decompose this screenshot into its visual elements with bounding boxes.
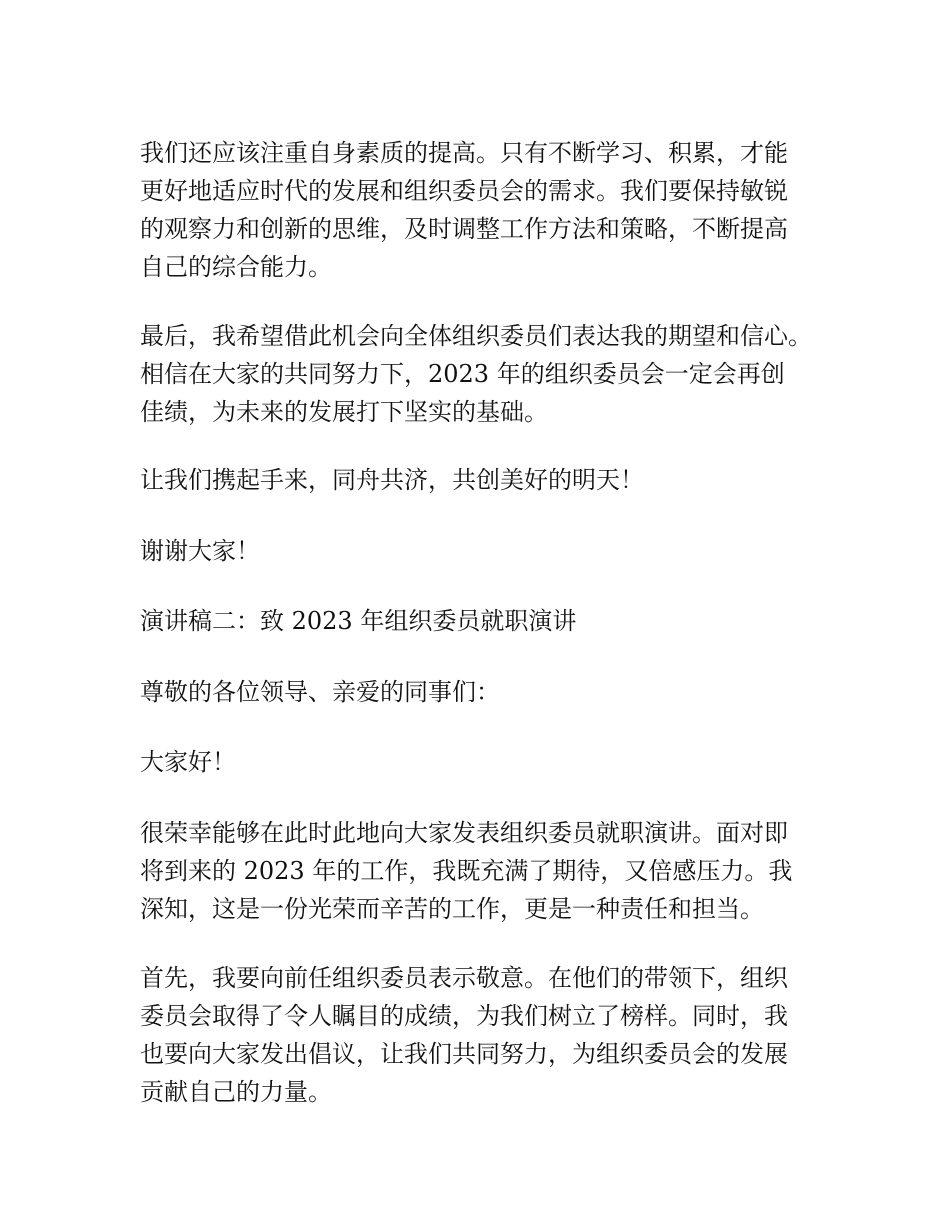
- paragraph-thanks: [140, 532, 840, 570]
- paragraph-line: 委员会取得了令人瞩目的成绩，为我们树立了榜样。同时，我: [140, 1002, 788, 1030]
- paragraph-line: 深知，这是一份光荣而辛苦的工作，更是一种责任和担当。: [140, 895, 764, 923]
- paragraph-respect-and-proposal: [140, 959, 840, 1111]
- paragraph-closing-call: [140, 461, 840, 499]
- paragraph-line: 佳绩，为未来的发展打下坚实的基础。: [140, 398, 548, 426]
- paragraph-self-improvement: [140, 134, 840, 286]
- paragraph-line: 大家好！: [140, 748, 236, 776]
- paragraph-honor: [140, 814, 840, 928]
- paragraph-line: 贡献自己的力量。: [140, 1078, 332, 1106]
- paragraph-line: 我们还应该注重自身素质的提高。只有不断学习、积累，才能: [140, 139, 788, 167]
- paragraph-line: 更好地适应时代的发展和组织委员会的需求。我们要保持敏锐: [140, 177, 788, 205]
- paragraph-line: 自己的综合能力。: [140, 253, 332, 281]
- paragraph-line: 首先，我要向前任组织委员表示敬意。在他们的带领下，组织: [140, 964, 788, 992]
- paragraph-line: 很荣幸能够在此时此地向大家发表组织委员就职演讲。面对即: [140, 819, 788, 847]
- paragraph-line: 演讲稿二：致 2023 年组织委员就职演讲: [140, 607, 577, 635]
- paragraph-line: 谢谢大家！: [140, 537, 260, 565]
- paragraph-line: 相信在大家的共同努力下，2023 年的组织委员会一定会再创: [140, 360, 785, 388]
- paragraph-line: 尊敬的各位领导、亲爱的同事们：: [140, 678, 500, 706]
- paragraph-line: 也要向大家发出倡议，让我们共同努力，为组织委员会的发展: [140, 1040, 788, 1068]
- paragraph-line: 将到来的 2023 年的工作，我既充满了期待，又倍感压力。我: [140, 857, 793, 885]
- paragraph-line: 让我们携起手来，同舟共济，共创美好的明天！: [140, 466, 644, 494]
- paragraph-line: 的观察力和创新的思维，及时调整工作方法和策略，不断提高: [140, 215, 788, 243]
- salutation: [140, 673, 840, 711]
- paragraph-line: 最后，我希望借此机会向全体组织委员们表达我的期望和信心。: [140, 322, 812, 350]
- greeting: [140, 743, 840, 781]
- speech-two-title: [140, 602, 840, 640]
- paragraph-expectations: [140, 317, 840, 431]
